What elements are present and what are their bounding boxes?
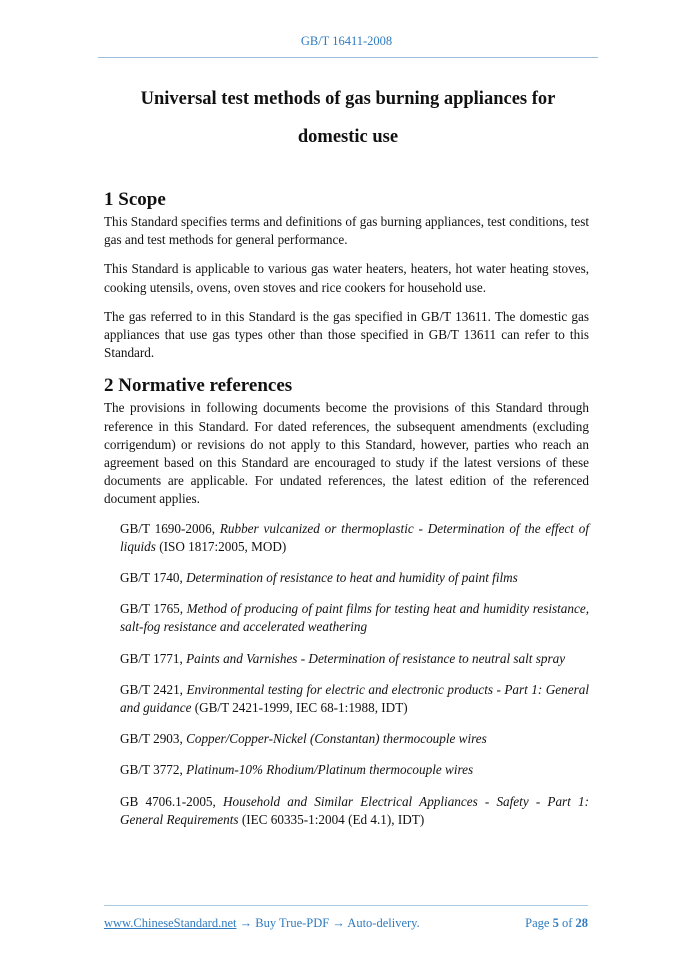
- scope-paragraph: The gas referred to in this Standard is the gas specified in GB/T 13611. The domestic gas appliances that use gas types other than those specified in GB/T 13611 can refer to this Standard.: [104, 308, 589, 361]
- scope-paragraph: This Standard specifies terms and definitions of gas burning appliances, test conditions, test gas and test methods for general performance.: [104, 214, 589, 248]
- page-label: Page: [525, 916, 553, 930]
- document-title: [98, 80, 598, 156]
- reference-title: Rubber vulcanized or thermoplastic - Determination of the effect of liquids: [120, 520, 589, 554]
- footer-promo: [104, 916, 420, 931]
- reference-suffix: (ISO 1817:2005, MOD): [155, 538, 287, 554]
- current-page-number: 5: [552, 916, 559, 930]
- reference-title: Paints and Varnishes - Determination of resistance to neutral salt spray: [186, 650, 566, 666]
- scope-paragraph: This Standard is applicable to various gas water heaters, heaters, hot water heating stoves, cooking utensils, ovens, oven stoves and rice cookers for household use.: [104, 261, 589, 295]
- reference-title: Copper/Copper-Nickel (Constantan) thermocouple wires: [186, 731, 487, 747]
- reference-code: GB/T 2421,: [120, 681, 187, 697]
- page-indicator: [525, 916, 588, 931]
- reference-code: GB/T 1771,: [120, 650, 187, 666]
- header-divider: [98, 57, 598, 58]
- standard-code-header: GB/T 16411-2008: [300, 34, 393, 48]
- reference-code: GB/T 1690-2006,: [120, 520, 220, 536]
- reference-code: GB 4706.1-2005,: [120, 793, 223, 809]
- reference-item: [120, 569, 589, 587]
- total-pages-number: 28: [575, 916, 588, 930]
- reference-suffix: (IEC 60335-1:2004 (Ed 4.1), IDT): [238, 811, 425, 827]
- reference-title: Method of producing of paint films for testing heat and humidity resistance, salt-fog resistance and accelerated weathering: [120, 601, 589, 635]
- reference-item: [120, 650, 589, 668]
- document-body: [104, 187, 589, 842]
- footer-divider: [104, 905, 588, 906]
- reference-item: [120, 600, 589, 636]
- reference-item: [120, 681, 589, 717]
- title-line-2: domestic use: [297, 127, 399, 147]
- normative-intro-paragraph: The provisions in following documents become the provisions of this Standard through reference in this Standard. For dated references, the subsequent amendments (excluding corrigendum) or revisions do not apply to this Standard, however, parties who reach an agreement based on this Standard are encouraged to study if the latest versions of these documents are applicable. For undated references, the latest edition of the referenced document applies.: [104, 400, 589, 507]
- section-heading-scope: 1 Scope: [104, 189, 166, 210]
- reference-code: GB/T 1765,: [120, 601, 187, 617]
- reference-item: [120, 520, 589, 556]
- page-footer: [104, 916, 588, 931]
- title-line-1: Universal test methods of gas burning appliances for: [140, 89, 556, 109]
- reference-item: [120, 730, 589, 748]
- reference-title: Determination of resistance to heat and humidity of paint films: [186, 570, 518, 586]
- reference-title: Environmental testing for electric and electronic products - Part 1: General and guidance: [120, 681, 589, 716]
- reference-item: [120, 761, 589, 779]
- page-of-label: of: [558, 916, 576, 930]
- reference-item: [120, 793, 589, 829]
- reference-code: GB/T 3772,: [120, 762, 187, 778]
- reference-title: Platinum-10% Rhodium/Platinum thermocouple wires: [186, 762, 474, 778]
- reference-suffix: (GB/T 2421-1999, IEC 68-1:1988, IDT): [191, 700, 408, 716]
- reference-code: GB/T 1740,: [120, 570, 187, 586]
- website-link[interactable]: www.ChineseStandard.net: [104, 916, 237, 930]
- section-heading-normative-references: 2 Normative references: [104, 375, 293, 397]
- reference-list: [104, 520, 589, 829]
- reference-code: GB/T 2903,: [120, 731, 187, 747]
- promo-text: → Buy True-PDF → Auto-delivery.: [236, 916, 420, 930]
- reference-title: Household and Similar Electrical Appliances - Safety - Part 1: General Requirements: [120, 793, 589, 827]
